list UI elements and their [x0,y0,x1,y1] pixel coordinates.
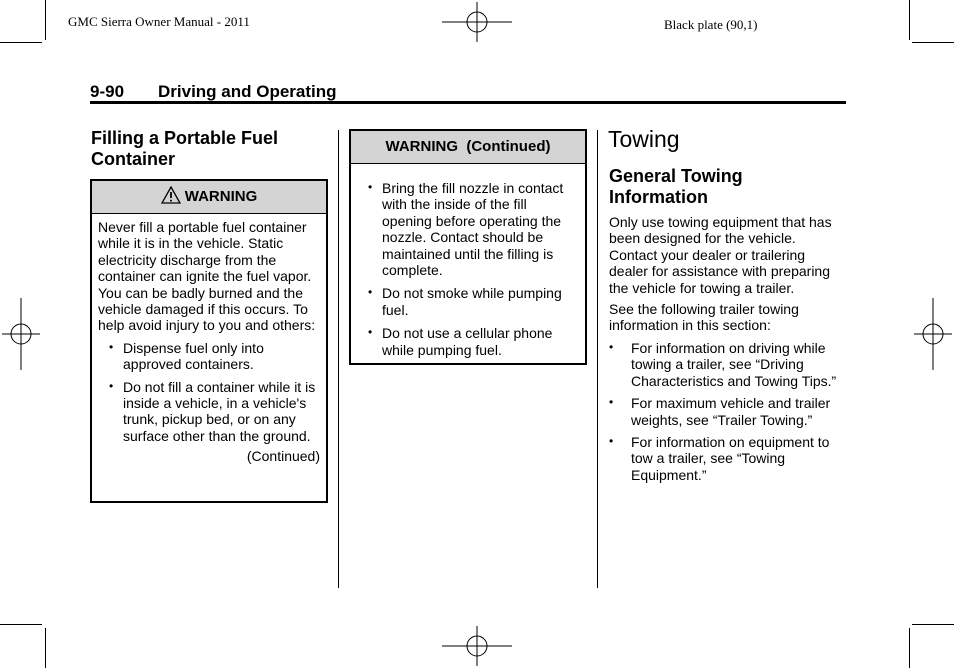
list-item: • For maximum vehicle and trailer weights, see “Trailer Towing.” [609,395,831,428]
list-item: • For information on driving while towing a trailer, see “Driving Characteristics and Towing Tips.” [609,340,837,389]
warning-triangle-icon [161,186,181,204]
warning-header [92,181,326,214]
continued-label: (Continued) [246,448,320,465]
section-rule [90,101,846,104]
column-divider-1 [338,130,339,588]
warning-bullets [98,340,320,444]
bullet-text: Dispense fuel only into approved containers. [123,339,264,373]
list-item: • Bring the fill nozzle in contact with the inside of the fill opening before operating the nozzle. Contact should be maintained until the filling is complete. [368,180,564,279]
warning-box [90,179,328,503]
list-item: • For information on equipment to tow a trailer, see “Towing Equipment.” [609,434,830,483]
registration-mark-bottom [440,626,514,666]
warning-continued-bullets [351,164,585,358]
warning-continued-box [349,129,587,365]
towing-paragraph-2: See the following trailer towing information in this section: [609,301,799,334]
warning-continued-header: WARNING (Continued) [351,131,585,164]
heading-general-towing: General Towing Information [609,166,743,207]
warning-text: Never fill a portable fuel container while it is in the vehicle. Static electricity discharge from the container can ignite the fuel vapor. You can be badly burned and the vehicle damaged if this occurs. To help avoid injury to you and others: [98,219,316,334]
list-item: • Do not smoke while pumping fuel. [368,285,562,318]
bullet-text: For information on equipment to tow a trailer, see “Towing Equipment.” [631,434,830,483]
list-item: • Do not fill a container while it is inside a vehicle, in a vehicle's trunk, pickup bed, or on any surface other than the ground. [109,378,316,444]
header-plate-info: Black plate (90,1) [664,17,758,32]
registration-mark-right [912,298,954,370]
bullet-text: For information on driving while towing a trailer, see “Driving Characteristics and Towing Tips.” [631,340,837,389]
warning-body [92,214,326,464]
registration-mark-top [440,2,514,42]
bullet-text: Do not smoke while pumping fuel. [382,285,562,318]
page-title-towing: Towing [608,126,680,152]
towing-bullets [609,340,845,483]
registration-mark-left [0,298,42,370]
column-divider-2 [597,130,598,588]
bullet-text: Do not fill a container while it is inside a vehicle, in a vehicle's trunk, pickup bed, or on any surface other than the ground. [123,378,316,444]
bullet-text: For maximum vehicle and trailer weights, see “Trailer Towing.” [631,395,831,428]
header-manual-title: GMC Sierra Owner Manual - 2011 [68,14,250,29]
list-item: • Dispense fuel only into approved containers. [109,339,264,373]
towing-paragraph-1: Only use towing equipment that has been designed for the vehicle. Contact your dealer or trailering dealer for assistance with preparing the vehicle for towing a trailer. [609,214,832,296]
bullet-text: Bring the fill nozzle in contact with the inside of the fill opening before operating the nozzle. Contact should be maintained until the filling is complete. [382,180,564,279]
heading-filling-fuel-container: Filling a Portable Fuel Container [91,128,279,169]
bullet-text: Do not use a cellular phone while pumping fuel. [382,325,553,358]
section-title: Driving and Operating [158,82,337,101]
page-number: 9-90 [90,82,125,101]
section-header [90,82,846,102]
warning-title: WARNING [184,188,258,205]
list-item: • Do not use a cellular phone while pumping fuel. [368,325,553,358]
